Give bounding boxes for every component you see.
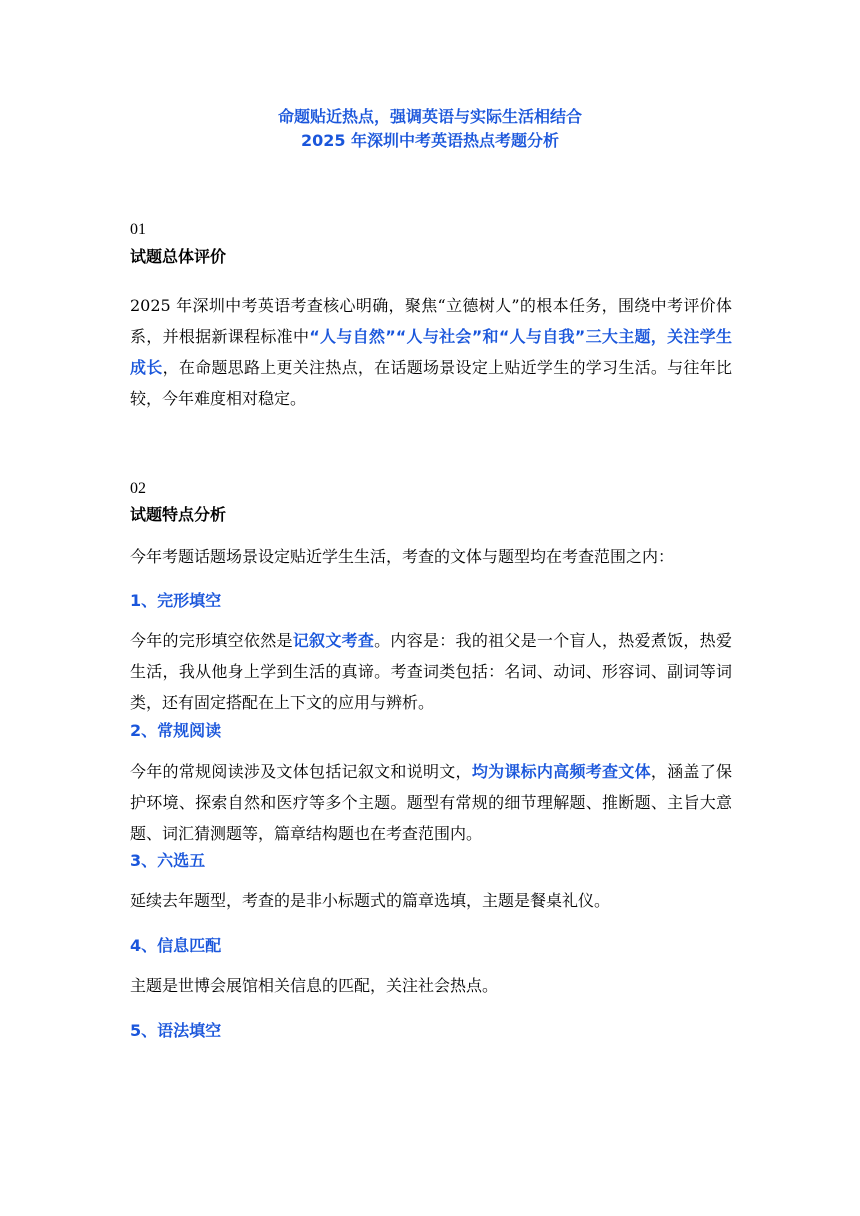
paragraph-text: 今年的完形填空依然是 — [130, 631, 293, 650]
section-number: 02 — [130, 480, 146, 497]
section-heading: 试题特点分析 — [130, 505, 227, 524]
overall-evaluation-paragraph — [130, 290, 732, 414]
info-match-paragraph: 主题是世博会展馆相关信息的匹配，关注社会热点。 — [130, 976, 499, 995]
highlighted-text: 记叙文考查 — [292, 631, 375, 650]
reading-paragraph — [130, 756, 732, 849]
cloze-paragraph — [130, 625, 732, 718]
six-choose-five-paragraph: 延续去年题型，考查的是非小标题式的篇章选填，主题是餐桌礼仪。 — [130, 891, 611, 910]
analysis-intro-paragraph: 今年考题话题场景设定贴近学生生活，考查的文体与题型均在考查范围之内： — [130, 547, 675, 566]
item-heading-six-choose-five: 3、六选五 — [130, 851, 206, 870]
document-title: 命题贴近热点，强调英语与实际生活相结合 — [277, 107, 582, 126]
item-heading-cloze: 1、完形填空 — [130, 591, 222, 610]
highlighted-text: 均为课标内高频考查文体 — [471, 762, 651, 781]
section-number: 01 — [130, 221, 146, 238]
paragraph-text: 今年的常规阅读涉及文体包括记叙文和说明文， — [130, 762, 472, 781]
paragraph-text: ，在命题思路上更关注热点，在话题场景设定上贴近学生的学习生活。与往年比较，今年难度相对稳定。 — [130, 358, 732, 408]
section-heading: 试题总体评价 — [130, 247, 227, 266]
item-heading-info-match: 4、信息匹配 — [130, 936, 222, 955]
highlighted-text: “人与自然”“人与社会”和“人与自我”三大主题，关注学生成长 — [130, 327, 732, 377]
document-subtitle: 2025 年深圳中考英语热点考题分析 — [300, 131, 560, 150]
paragraph-text: 。内容是：我的祖父是一个盲人，热爱煮饭，热爱生活，我从他身上学到生活的真谛。考查词类包括：名词、动词、形容词、副词等词类，还有固定搭配在上下文的应用与辨析。 — [130, 631, 732, 712]
paragraph-text: 2025 年深圳中考英语考查核心明确，聚焦“立德树人”的根本任务，围绕中考评价体系，并根据新课程标准中 — [130, 296, 732, 346]
paragraph-text: ，涵盖了保护环境、探索自然和医疗等多个主题。题型有常规的细节理解题、推断题、主旨大意题、词汇猜测题等，篇章结构题也在考查范围内。 — [130, 762, 732, 843]
item-heading-grammar-fill: 5、语法填空 — [130, 1021, 222, 1040]
item-heading-reading: 2、常规阅读 — [130, 721, 222, 740]
